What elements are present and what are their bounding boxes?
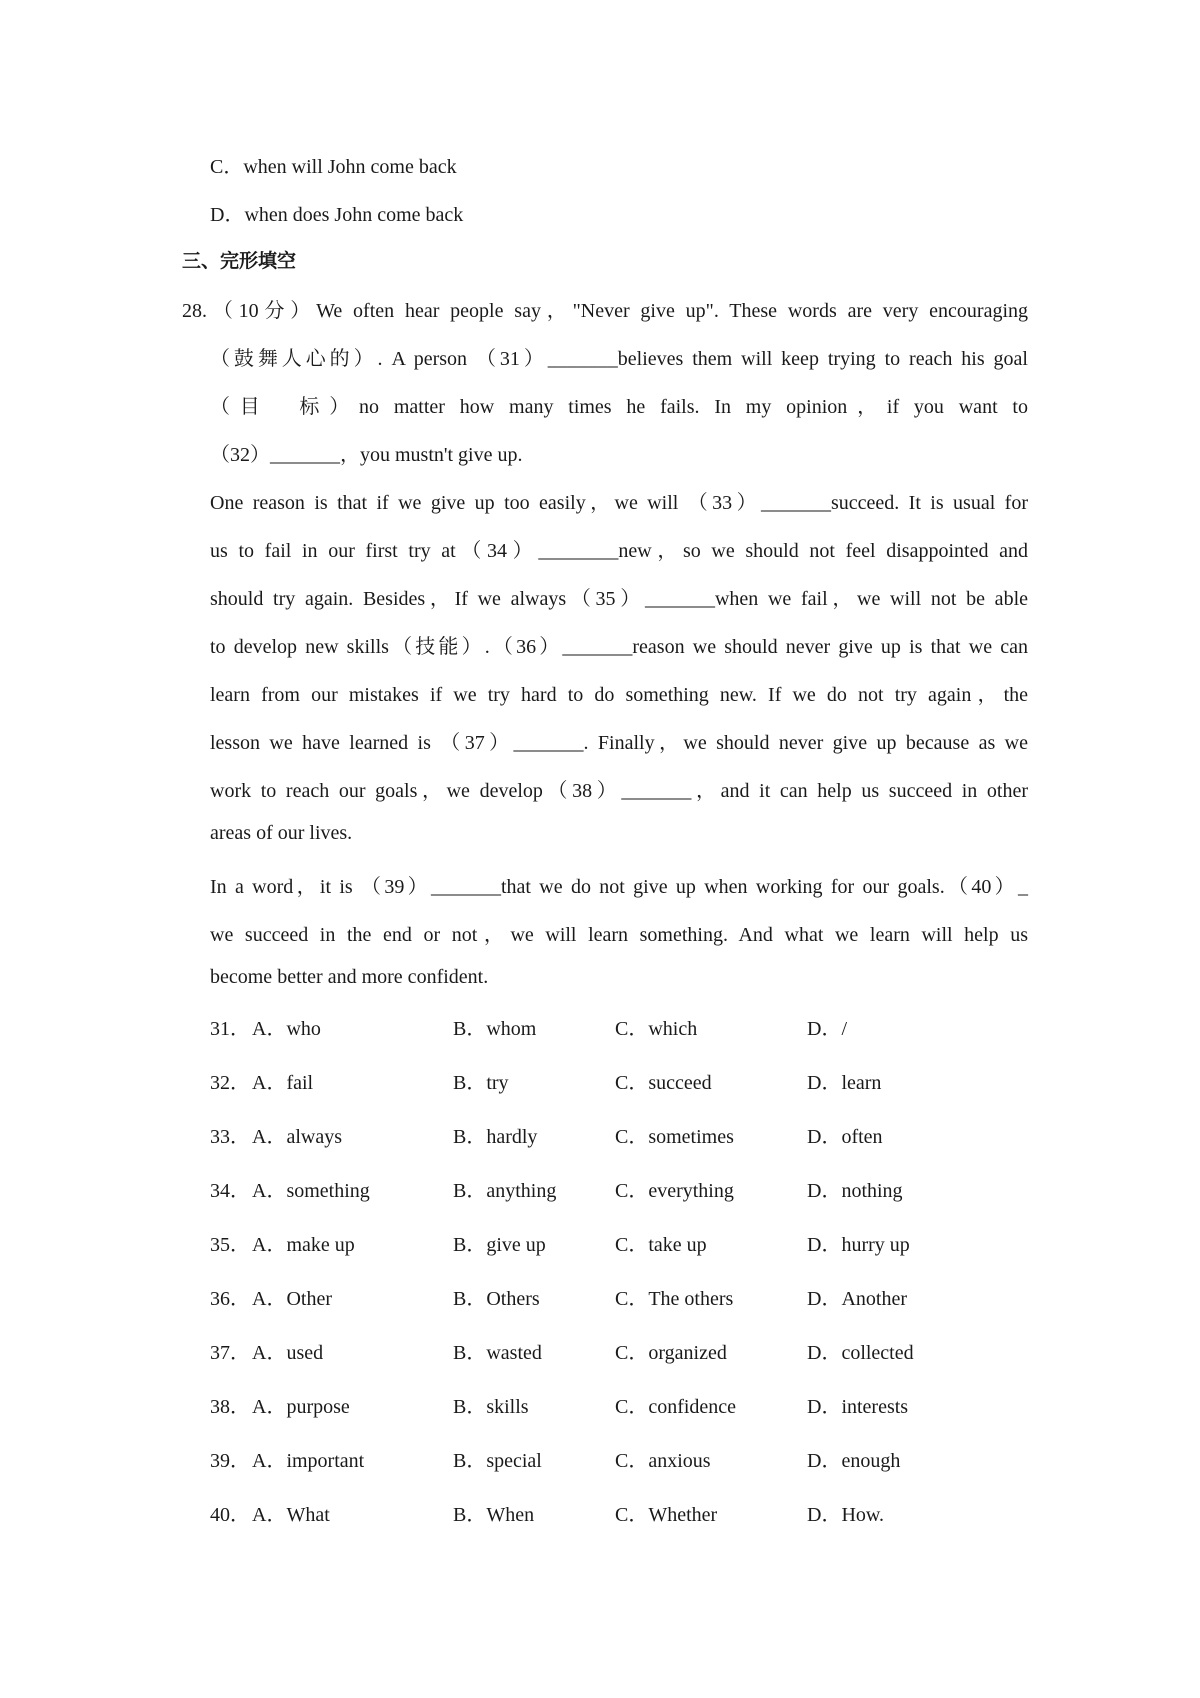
option-b[interactable]: B．special: [453, 1450, 542, 1472]
question-row-34: [210, 1174, 1010, 1204]
question-number: 32．: [210, 1072, 250, 1094]
question-number: 39．: [210, 1450, 250, 1472]
passage-line: （目 标）no matter how many times he fails. In my opinion，if you want to: [210, 396, 1028, 418]
question-row-36: [210, 1282, 1010, 1312]
option-a[interactable]: A．make up: [252, 1234, 355, 1256]
passage-line: to develop new skills（技能）.（36）_______reason we should never give up is that we can: [210, 636, 1028, 658]
question-number: 37．: [210, 1342, 250, 1364]
question-number: 40．: [210, 1504, 250, 1526]
prev-option-d: D．when does John come back: [210, 204, 464, 226]
option-c[interactable]: C．confidence: [615, 1396, 737, 1418]
option-b[interactable]: B．wasted: [453, 1342, 542, 1364]
question-row-35: [210, 1228, 1010, 1258]
option-d[interactable]: D．Another: [807, 1288, 907, 1310]
passage-line: we succeed in the end or not，we will learn something. And what we learn will help us: [210, 924, 1028, 946]
option-d[interactable]: D．often: [807, 1126, 883, 1148]
question-row-37: [210, 1336, 1010, 1366]
question-number: 31．: [210, 1018, 250, 1040]
option-b[interactable]: B．Others: [453, 1288, 540, 1310]
option-b[interactable]: B．hardly: [453, 1126, 538, 1148]
option-d[interactable]: D．nothing: [807, 1180, 903, 1202]
option-a[interactable]: A．What: [252, 1504, 330, 1526]
option-c[interactable]: C．succeed: [615, 1072, 712, 1094]
option-a[interactable]: A．always: [252, 1126, 342, 1148]
option-d[interactable]: D．collected: [807, 1342, 914, 1364]
passage-line: 28.（10分）We often hear people say，"Never give up". These words are very encouraging: [182, 300, 1028, 322]
option-c[interactable]: C．everything: [615, 1180, 734, 1202]
option-c[interactable]: C．Whether: [615, 1504, 718, 1526]
option-c[interactable]: C．organized: [615, 1342, 727, 1364]
option-d[interactable]: D．How.: [807, 1504, 885, 1526]
option-c[interactable]: C．take up: [615, 1234, 707, 1256]
option-d[interactable]: D．interests: [807, 1396, 909, 1418]
question-row-38: [210, 1390, 1010, 1420]
passage-line: （32）_______，you mustn't give up.: [210, 444, 523, 466]
question-number: 35．: [210, 1234, 250, 1256]
option-c[interactable]: C．The others: [615, 1288, 734, 1310]
option-b[interactable]: B．skills: [453, 1396, 529, 1418]
option-d[interactable]: D．learn: [807, 1072, 882, 1094]
option-c[interactable]: C．anxious: [615, 1450, 711, 1472]
option-d[interactable]: D．hurry up: [807, 1234, 910, 1256]
option-c[interactable]: C．which: [615, 1018, 698, 1040]
option-a[interactable]: A．important: [252, 1450, 365, 1472]
passage-line: One reason is that if we give up too easily，we will （33）_______succeed. It is usual for: [210, 492, 1028, 514]
prev-option-c: C．when will John come back: [210, 156, 457, 178]
option-a[interactable]: A．fail: [252, 1072, 314, 1094]
option-b[interactable]: B．anything: [453, 1180, 557, 1202]
question-number: 36．: [210, 1288, 250, 1310]
option-b[interactable]: B．give up: [453, 1234, 546, 1256]
passage-line: become better and more confident.: [210, 966, 489, 988]
option-b[interactable]: B．When: [453, 1504, 535, 1526]
passage-line: lesson we have learned is （37）_______. Finally，we should never give up because as we: [210, 732, 1028, 754]
question-row-31: [210, 1012, 1010, 1042]
option-b[interactable]: B．try: [453, 1072, 509, 1094]
option-d[interactable]: D．/: [807, 1018, 847, 1040]
passage-line: work to reach our goals，we develop（38）_______，and it can help us succeed in other: [210, 780, 1028, 802]
option-d[interactable]: D．enough: [807, 1450, 901, 1472]
passage-line: us to fail in our first try at（34）________new，so we should not feel disappointed and: [210, 540, 1028, 562]
question-row-33: [210, 1120, 1010, 1150]
question-row-32: [210, 1066, 1010, 1096]
option-a[interactable]: A．purpose: [252, 1396, 350, 1418]
passage-line: learn from our mistakes if we try hard to do something new. If we do not try again，the: [210, 684, 1028, 706]
option-b[interactable]: B．whom: [453, 1018, 537, 1040]
section-title: 三、完形填空: [182, 250, 297, 272]
question-row-39: [210, 1444, 1010, 1474]
option-a[interactable]: A．Other: [252, 1288, 332, 1310]
option-a[interactable]: A．used: [252, 1342, 324, 1364]
passage-line: In a word，it is （39）_______that we do not give up when working for our goals.（40）_: [210, 876, 1028, 898]
passage-line: （鼓舞人心的）. A person （31）_______believes them will keep trying to reach his goal: [210, 348, 1028, 370]
passage-line: should try again. Besides，If we always（35）_______when we fail，we will not be able: [210, 588, 1028, 610]
option-c[interactable]: C．sometimes: [615, 1126, 734, 1148]
question-number: 38．: [210, 1396, 250, 1418]
question-number: 33．: [210, 1126, 250, 1148]
passage-line: areas of our lives.: [210, 822, 353, 844]
option-a[interactable]: A．something: [252, 1180, 370, 1202]
option-a[interactable]: A．who: [252, 1018, 321, 1040]
question-number: 34．: [210, 1180, 250, 1202]
question-row-40: [210, 1498, 1010, 1528]
